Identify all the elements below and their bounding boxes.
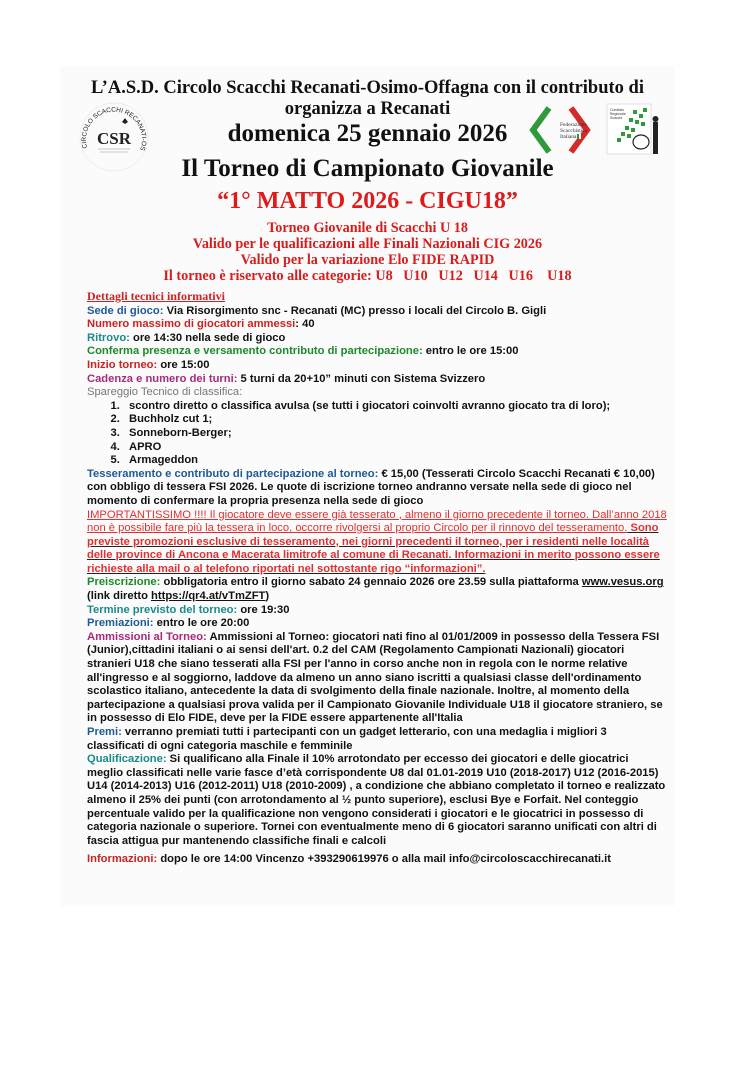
registration-link[interactable]: https://qr4.at/vTmZFT — [151, 590, 266, 603]
label: Premi: — [87, 726, 122, 738]
svg-text:Scacchistica: Scacchistica — [560, 128, 588, 134]
tournament-name: “1° MATTO 2026 - CIGU18” — [217, 188, 518, 214]
important-notice — [87, 509, 667, 577]
value-end: ) — [265, 590, 270, 603]
label: Preiscrizione: — [87, 576, 161, 589]
value: dopo le ore 14:00 Vincenzo +393290619976 o alla mail info@circoloscacchirecanati.it — [157, 853, 611, 866]
tiebreak-item: 1. scontro diretto o classifica avulsa (se tutti i giocatori coinvolti avranno giocato tra di loro); — [123, 400, 667, 414]
label: Numero massimo di giocatori ammessi — [87, 318, 296, 331]
subtitle-1: Torneo Giovanile di Scacchi U 18 — [267, 220, 468, 236]
subtitle-categories: Il torneo è riservato alle categorie: U8 U10 U12 U14 U16 U18 — [163, 268, 572, 284]
label: Informazioni: — [87, 853, 158, 866]
value: Ammissioni al Torneo: giocatori nati fino al 01/01/2009 in possesso della Tessera FSI (Junior),cittadini italiani o ai sensi dell'art. 0.2 del CAM (Regolamento Campionati Nazionali) giocatori stranieri U18 che siano tesserati alla FSI per l'anno in corso anche non in regola con le norme relative all'ingresso e al soggiorno, laddove da almeno un anno siano iscritti a qualsiasi classe dell'ordinamento scolastico italiano, antecedente la data di svolgimento della finale nazionale. Inoltre, al momento della partecipazione a qualsiasi prova valida per il Campionato Giovanile Individuale U18 il giocatore straniero, se in possesso di Elo FIDE, deve per la FIDE essere appartenente all'Italia — [87, 630, 663, 725]
details-heading: Dettagli tecnici informativi — [87, 289, 225, 303]
detail-informazioni — [87, 853, 667, 867]
label: Ritrovo: — [87, 331, 130, 344]
label: Premiazioni: — [87, 617, 154, 630]
event-date: domenica 25 gennaio 2026 — [227, 120, 508, 147]
label: Termine previsto del torneo: — [87, 603, 238, 616]
label: Ammissioni al Torneo: — [87, 630, 207, 643]
detail-numero — [87, 318, 667, 332]
detail-conferma — [87, 345, 667, 359]
label: Spareggio Tecnico di classifica: — [87, 386, 243, 399]
value: ore 19:30 — [237, 603, 290, 616]
value: : 40 — [295, 318, 315, 331]
value: € 15,00 (Tesserati Circolo Scacchi Recanati € 10,00) con obbligo di tessera FSI 2026. Le quote di iscrizione torneo andranno versate nella sede di gioco nel momento di confermare la propria presenza nella sede di gioco — [87, 467, 655, 507]
tiebreak-list — [87, 400, 667, 468]
detail-sede — [87, 305, 667, 319]
value: Si qualificano alla Finale il 10% arrotondato per eccesso dei giocatori e delle giocatrici meglio classificati nelle varie fasce d’età corrispondente U8 dal 01.01-2019 U10 (2018-2017) U12 (2016-2015) U14 (2014-2013) U16 (2012-2011) U18 (2010-2009) , a condizione che abbiano completato il torneo e realizzato almeno il 25% dei punti (con arrotondamento al ½ punto superiore), esclusi Bye e Forfait. Nel conteggio percentuale valido per la qualificazione non vengono considerati i giocatori e le giocatrici in possesso di categoria nazionale o superiore. Tornei con eventualmente meno di 6 giocatori saranno unificati con altri di fascia attigua pur mantenendo classifiche finali e calcoli — [87, 753, 666, 847]
organizer-location: organizza a Recanati — [284, 99, 451, 119]
label: Qualificazione: — [87, 753, 167, 766]
svg-text:Regionale: Regionale — [610, 112, 626, 116]
detail-spareggio — [87, 386, 667, 400]
detail-ammissioni — [87, 631, 667, 726]
detail-tesseramento — [87, 468, 667, 509]
value-mid: (link diretto — [87, 590, 152, 603]
label: Inizio torneo: — [87, 358, 158, 371]
tiebreak-item: 2. Buchholz cut 1; — [123, 413, 667, 427]
label: Conferma presenza e versamento contributo di partecipazione: — [87, 345, 423, 358]
detail-termine — [87, 604, 667, 618]
technical-details — [87, 290, 667, 867]
notice-promo: Sono previste promozioni esclusive di tesseramento, nei giorni precedenti il torneo, per i residenti nelle località delle province di Ancona e Macerata limitrofe al comune di Recanati. Informazioni in merito possono essere richieste alla mail o al telefono riportati nel sottostante rigo “informazioni”. — [87, 522, 660, 575]
svg-text:Comitato: Comitato — [610, 108, 625, 112]
notice-text: IMPORTANTISSIMO !!!! Il giocatore deve essere già tesserato , almeno il giorno precedente il torneo. Dall’anno 2018 non è possibile fare più la tessera in loco, occorre rivolgersi al proprio Circolo per il rinnovo del tesseramento. — [87, 508, 667, 535]
value: Via Risorgimento snc - Recanati (MC) presso i locali del Circolo B. Gigli — [163, 304, 547, 317]
tiebreak-item: 3. Sonneborn-Berger; — [123, 427, 667, 441]
detail-premiazioni — [87, 617, 667, 631]
detail-premi — [87, 726, 667, 753]
label: Tesseramento e contributo di partecipazione al torneo: — [87, 467, 379, 480]
organizer-line: L’A.S.D. Circolo Scacchi Recanati-Osimo-Offagna con il contributo di — [91, 78, 644, 98]
label: Sede di gioco: — [87, 304, 164, 317]
svg-text:Federazione: Federazione — [560, 122, 587, 128]
tiebreak-item: 4. APRO — [123, 441, 667, 455]
svg-text:Italiana: Italiana — [560, 134, 577, 140]
detail-inizio — [87, 359, 667, 373]
tiebreak-item: 5. Armageddon — [123, 454, 667, 468]
detail-qualificazione — [87, 753, 667, 848]
value: entro le ore 20:00 — [153, 617, 250, 630]
value: obbligatoria entro il giorno sabato 24 gennaio 2026 ore 23.59 sulla piattaforma — [160, 576, 582, 589]
subtitle-2: Valido per le qualificazioni alle Finali Nazionali CIG 2026 — [192, 236, 543, 252]
subtitle-3: Valido per la variazione Elo FIDE RAPID — [240, 252, 495, 268]
vesus-link[interactable]: www.vesus.org — [581, 576, 664, 589]
value: 5 turni da 20+10” minuti con Sistema Svizzero — [237, 372, 486, 385]
detail-cadenza — [87, 373, 667, 387]
value: ore 15:00 — [157, 358, 210, 371]
svg-text:CIRCOLO SCACCHI RECANATI-OSIMO: CIRCOLO SCACCHI RECANATI-OS — [80, 106, 148, 152]
value: entro le ore 15:00 — [422, 345, 519, 358]
label: Cadenza e numero dei turni: — [87, 372, 238, 385]
svg-text:Scacchi: Scacchi — [610, 116, 623, 120]
detail-preiscrizione — [87, 576, 667, 603]
value: ore 14:30 nella sede di gioco — [129, 331, 286, 344]
value: verranno premiati tutti i partecipanti con un gadget letterario, con una medaglia i migliori 3 classificati di ogni categoria maschile e femminile — [87, 726, 607, 752]
svg-text:CSR: CSR — [96, 129, 132, 148]
detail-ritrovo — [87, 332, 667, 346]
event-title: Il Torneo di Campionato Giovanile — [181, 155, 554, 182]
